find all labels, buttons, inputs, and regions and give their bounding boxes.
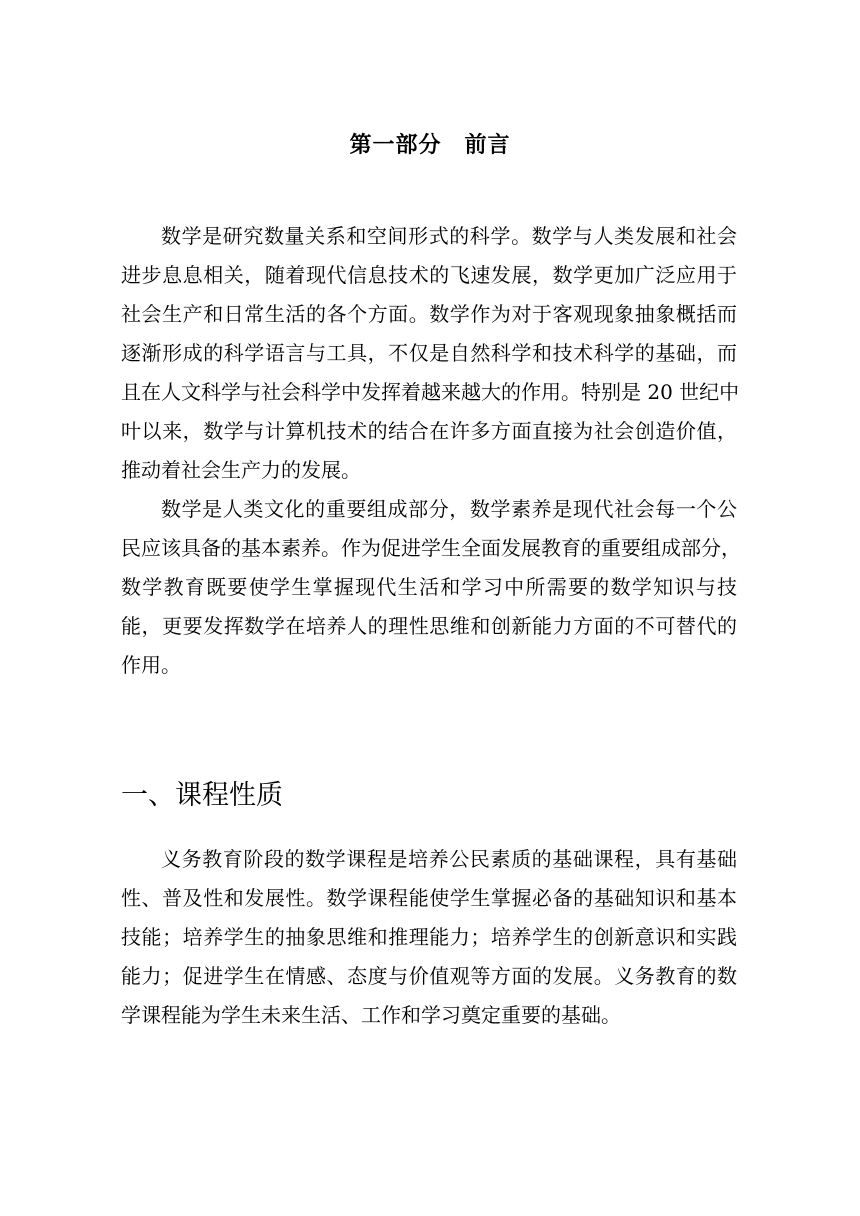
paragraph-line: 义务教育阶段的数学课程是培养公民素质的基础课程，具有基础 [161,847,737,871]
paragraph-line: 逐渐形成的科学语言与工具，不仅是自然科学和技术科学的基础，而 [121,341,737,365]
paragraph-line: 数学是人类文化的重要组成部分，数学素养是现代社会每一个公 [161,497,737,521]
section1-body [121,840,737,1035]
paragraph-line: 能，更要发挥数学在培养人的理性思维和创新能力方面的不可替代的 [121,614,737,638]
part-title: 第一部分 前言 [349,133,511,158]
paragraph-line: 民应该具备的基本素养。作为促进学生全面发展教育的重要组成部分， [121,536,741,560]
paragraph-line: 数学教育既要使学生掌握现代生活和学习中所需要的数学知识与技 [121,575,737,599]
preface-body [121,217,741,685]
paragraph-line: 推动着社会生产力的发展。 [121,458,361,482]
paragraph-line: 性、普及性和发展性。数学课程能使学生掌握必备的基础知识和基本 [121,886,737,910]
paragraph-line: 进步息息相关，随着现代信息技术的飞速发展，数学更加广泛应用于 [121,263,737,287]
paragraph-line: 叶以来，数学与计算机技术的结合在许多方面直接为社会创造价值， [121,419,737,443]
preface-paragraph-1 [121,217,740,490]
preface-paragraph-2 [121,490,741,685]
section1-paragraph-1 [121,840,737,1035]
paragraph-line: 作用。 [121,653,181,677]
section-heading: 一、课程性质 [121,780,283,811]
paragraph-line: 社会生产和日常生活的各个方面。数学作为对于客观现象抽象概括而 [121,302,737,326]
paragraph-line: 且在人文科学与社会科学中发挥着越来越大的作用。特别是 20 世纪中 [121,380,740,404]
paragraph-line: 技能；培养学生的抽象思维和推理能力；培养学生的创新意识和实践 [121,925,737,949]
paragraph-line: 能力；促进学生在情感、态度与价值观等方面的发展。义务教育的数 [121,964,737,988]
paragraph-line: 学课程能为学生未来生活、工作和学习奠定重要的基础。 [121,1003,621,1027]
paragraph-line: 数学是研究数量关系和空间形式的科学。数学与人类发展和社会 [161,224,737,248]
